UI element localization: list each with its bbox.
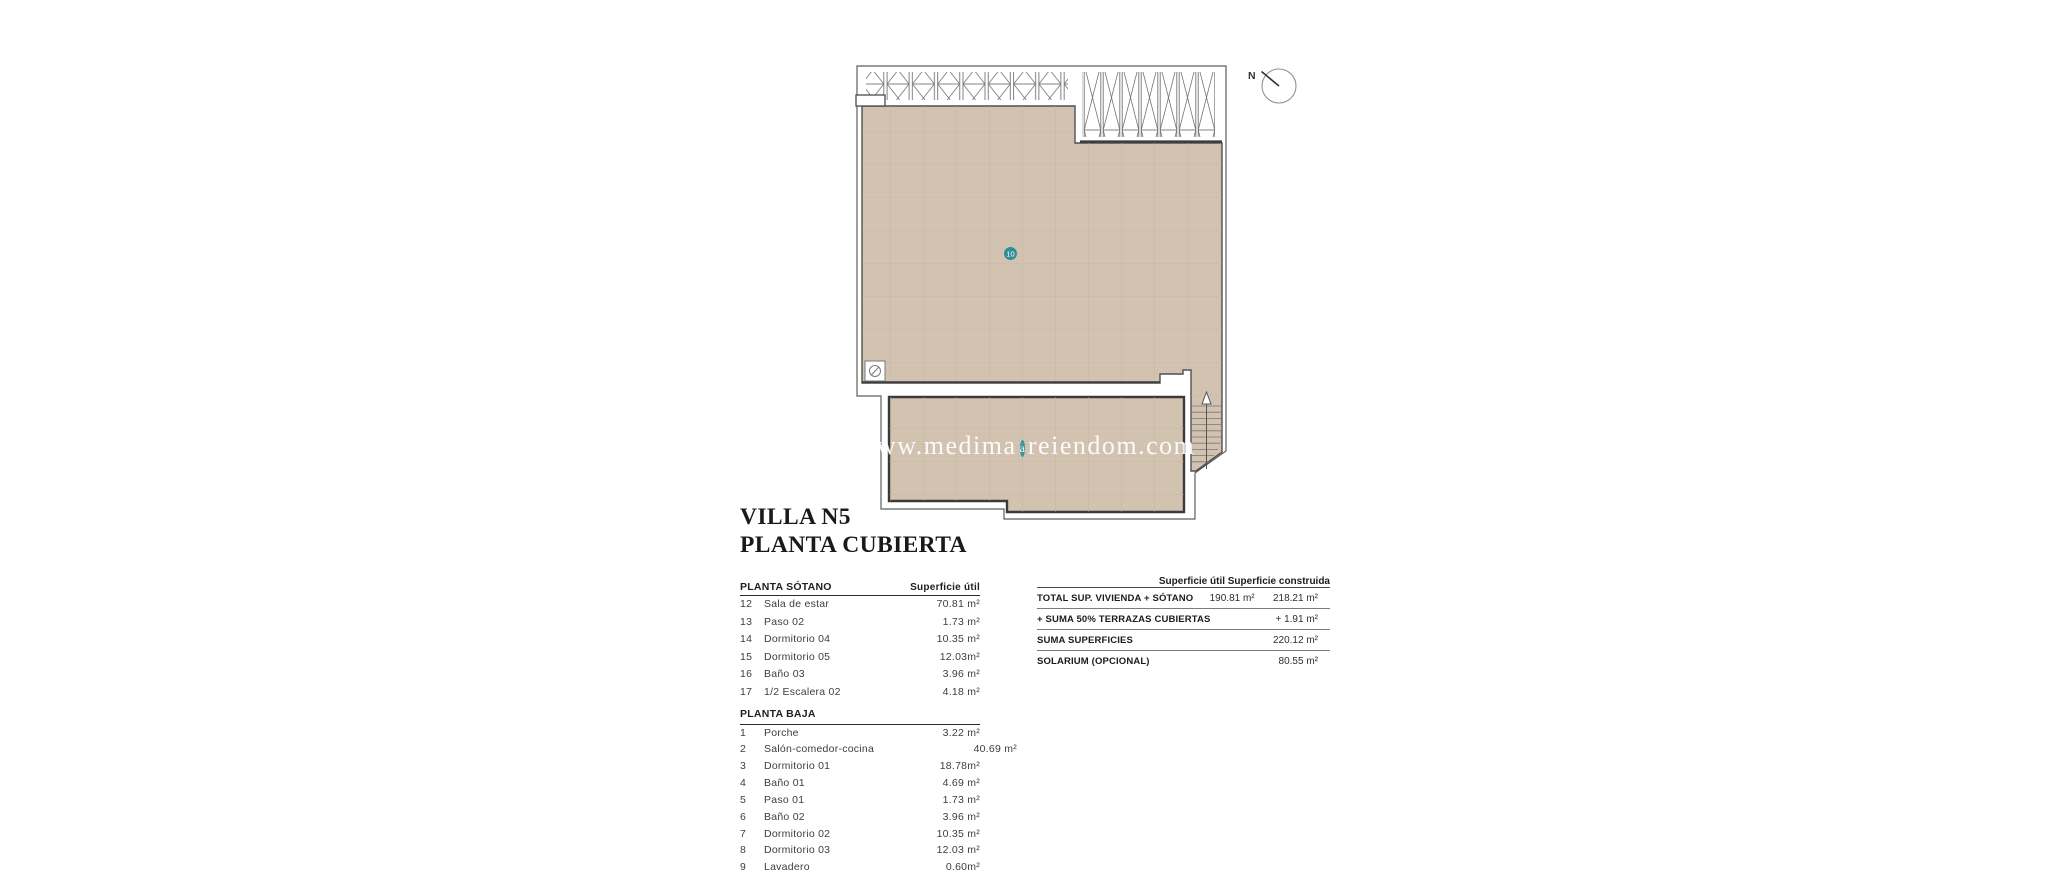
compass-icon xyxy=(1248,69,1296,103)
table-row: 8 Dormitorio 03 12.03 m² xyxy=(740,844,980,857)
sotano-section-header: PLANTA SÓTANO xyxy=(740,581,832,593)
table-row: 6 Baño 02 3.96 m² xyxy=(740,810,980,823)
title-line-1: VILLA N5 xyxy=(740,504,851,530)
surface-summary-table xyxy=(1037,571,1330,672)
summary-header-row xyxy=(1037,571,1330,588)
baja-rows xyxy=(740,726,1017,879)
table-row: 9 Lavadero 0.60m² xyxy=(740,861,980,874)
north-label: N xyxy=(1248,70,1256,82)
table-row: 17 1/2 Escalera 02 4.18 m² xyxy=(740,685,980,698)
summary-col-util: Superficie útil xyxy=(1158,576,1225,587)
roof-notch-topleft xyxy=(856,95,885,106)
watermark-logo-icon: a xyxy=(1019,440,1025,455)
table-row: 2 Salón-comedor-cocina 40.69 m² xyxy=(740,743,1017,756)
solarium-terrace xyxy=(889,397,1184,512)
divider xyxy=(740,595,980,596)
summary-row: TOTAL SUP. VIVIENDA + SÓTANO 190.81 m² 218.21 m² xyxy=(1037,588,1330,609)
summary-row: SUMA SUPERFICIES 220.12 m² xyxy=(1037,630,1330,651)
room-marker xyxy=(1004,247,1017,260)
summary-col-constr: Superficie construida xyxy=(1227,576,1330,587)
watermark-prefix: www.medima xyxy=(856,431,1017,460)
pergola-hatch-strip-left xyxy=(866,72,1068,100)
sotano-rows xyxy=(740,598,980,704)
drain-icon xyxy=(865,361,885,381)
pergola-hatch-strip-right xyxy=(1082,72,1215,137)
table-row: 5 Paso 01 1.73 m² xyxy=(740,793,980,806)
summary-row: SOLARIUM (OPCIONAL) 80.55 m² xyxy=(1037,656,1318,667)
page-title xyxy=(740,503,967,559)
watermark-suffix: reiendom.com xyxy=(1027,431,1196,460)
table-row: 1 Porche 3.22 m² xyxy=(740,726,980,739)
svg-text:10: 10 xyxy=(1006,249,1015,259)
baja-section-header: PLANTA BAJA xyxy=(740,707,816,720)
table-row: 4 Baño 01 4.69 m² xyxy=(740,777,980,790)
table-row: 12 Sala de estar 70.81 m² xyxy=(740,598,980,610)
floor-plan-drawing xyxy=(850,52,1330,532)
table-row: 7 Dormitorio 02 10.35 m² xyxy=(740,827,980,840)
room-areas-table xyxy=(740,577,1017,878)
superficie-util-column-header: Superficie útil xyxy=(910,582,980,593)
summary-row: + SUMA 50% TERRAZAS CUBIERTAS + 1.91 m² xyxy=(1037,609,1330,630)
table-row: 16 Baño 03 3.96 m² xyxy=(740,668,980,681)
title-line-2: PLANTA CUBIERTA xyxy=(740,532,967,558)
divider xyxy=(740,724,980,725)
table-row: 15 Dormitorio 05 12.03m² xyxy=(740,650,980,663)
table-row: 13 Paso 02 1.73 m² xyxy=(740,615,980,628)
table-row: 3 Dormitorio 01 18.78m² xyxy=(740,760,980,773)
table-row: 14 Dormitorio 04 10.35 m² xyxy=(740,633,980,646)
